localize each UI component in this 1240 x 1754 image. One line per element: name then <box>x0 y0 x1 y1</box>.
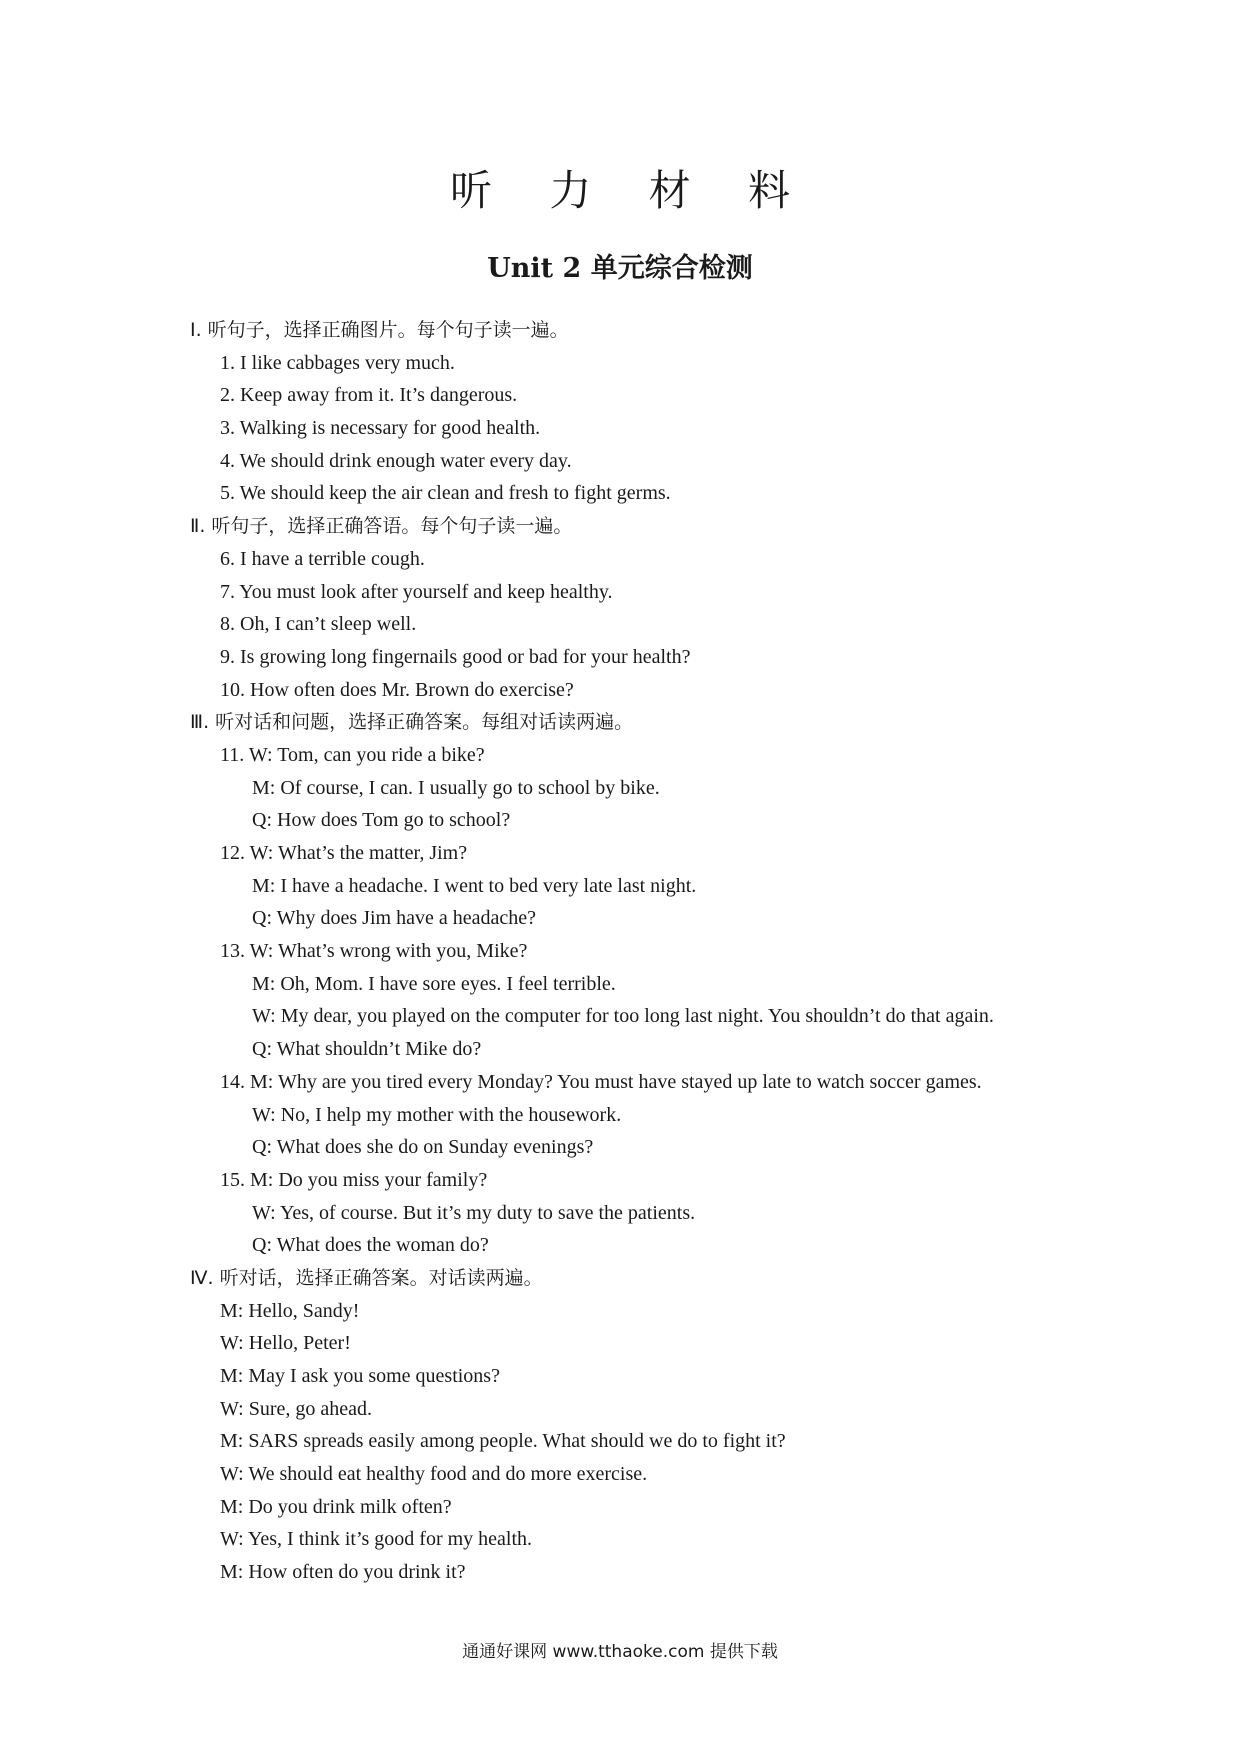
dialogue-line: M: Oh, Mom. I have sore eyes. I feel terrible. <box>252 972 616 995</box>
dialogue-line: W: Yes, I think it’s good for my health. <box>220 1528 533 1551</box>
dialogue-question: Q: What shouldn’t Mike do? <box>252 1038 482 1061</box>
sentence-item: 5. We should keep the air clean and fresh to fight germs. <box>220 482 671 505</box>
section-2-heading: Ⅱ. 听句子，选择正确答语。每个句子读一遍。 <box>190 515 573 538</box>
dialogue-line: M: How often do you drink it? <box>220 1561 466 1584</box>
sentence-item: 9. Is growing long fingernails good or bad for your health? <box>220 645 691 668</box>
dialogue-line: W: We should eat healthy food and do more exercise. <box>220 1463 648 1486</box>
dialogue-line: W: No, I help my mother with the housework. <box>252 1103 622 1126</box>
dialogue-line: M: Do you drink milk often? <box>220 1495 452 1518</box>
dialogue-line: W: Sure, go ahead. <box>220 1397 372 1420</box>
section-3-heading: Ⅲ. 听对话和问题，选择正确答案。每组对话读两遍。 <box>190 711 634 734</box>
dialogue-line: M: Hello, Sandy! <box>220 1299 360 1322</box>
section-4-heading: Ⅳ. 听对话，选择正确答案。对话读两遍。 <box>190 1266 543 1289</box>
sentence-item: 3. Walking is necessary for good health. <box>220 417 541 440</box>
dialogue-first-line: 14. M: Why are you tired every Monday? You must have stayed up late to watch soccer games. <box>220 1070 982 1093</box>
dialogue-line: M: I have a headache. I went to bed very late last night. <box>252 874 697 897</box>
section-1-heading: Ⅰ. 听句子，选择正确图片。每个句子读一遍。 <box>190 319 569 341</box>
dialogue-first-line: 11. W: Tom, can you ride a bike? <box>220 743 485 766</box>
page-title: 听 力 材 料 <box>449 166 813 215</box>
sentence-item: 1. I like cabbages very much. <box>220 351 455 374</box>
sentence-item: 6. I have a terrible cough. <box>220 547 425 570</box>
unit-subtitle: Unit 2 单元综合检测 <box>487 253 753 284</box>
sentence-item: 7. You must look after yourself and keep healthy. <box>220 580 613 603</box>
footer-credit: 通通好课网 www.tthaoke.com 提供下载 <box>462 1642 778 1662</box>
dialogue-question: Q: Why does Jim have a headache? <box>252 907 536 930</box>
dialogue-first-line: 13. W: What’s wrong with you, Mike? <box>220 940 528 963</box>
sentence-item: 8. Oh, I can’t sleep well. <box>220 613 417 636</box>
dialogue-first-line: 15. M: Do you miss your family? <box>220 1168 488 1191</box>
dialogue-line: M: SARS spreads easily among people. What should we do to fight it? <box>220 1430 786 1453</box>
dialogue-first-line: 12. W: What’s the matter, Jim? <box>220 842 468 864</box>
dialogue-question: Q: What does she do on Sunday evenings? <box>252 1136 594 1159</box>
dialogue-line: W: Hello, Peter! <box>220 1332 351 1355</box>
dialogue-question: Q: What does the woman do? <box>252 1234 489 1257</box>
dialogue-question: Q: How does Tom go to school? <box>252 809 511 832</box>
dialogue-line: W: My dear, you played on the computer for too long last night. You shouldn’t do that again. <box>252 1005 994 1028</box>
listening-content <box>190 314 1090 1589</box>
sentence-item: 4. We should drink enough water every day. <box>220 449 572 472</box>
sentence-item: 2. Keep away from it. It’s dangerous. <box>220 384 518 407</box>
dialogue-line: W: Yes, of course. But it’s my duty to save the patients. <box>252 1201 696 1224</box>
sentence-item: 10. How often does Mr. Brown do exercise? <box>220 678 574 701</box>
dialogue-line: M: May I ask you some questions? <box>220 1365 500 1387</box>
dialogue-line: M: Of course, I can. I usually go to school by bike. <box>252 776 660 799</box>
